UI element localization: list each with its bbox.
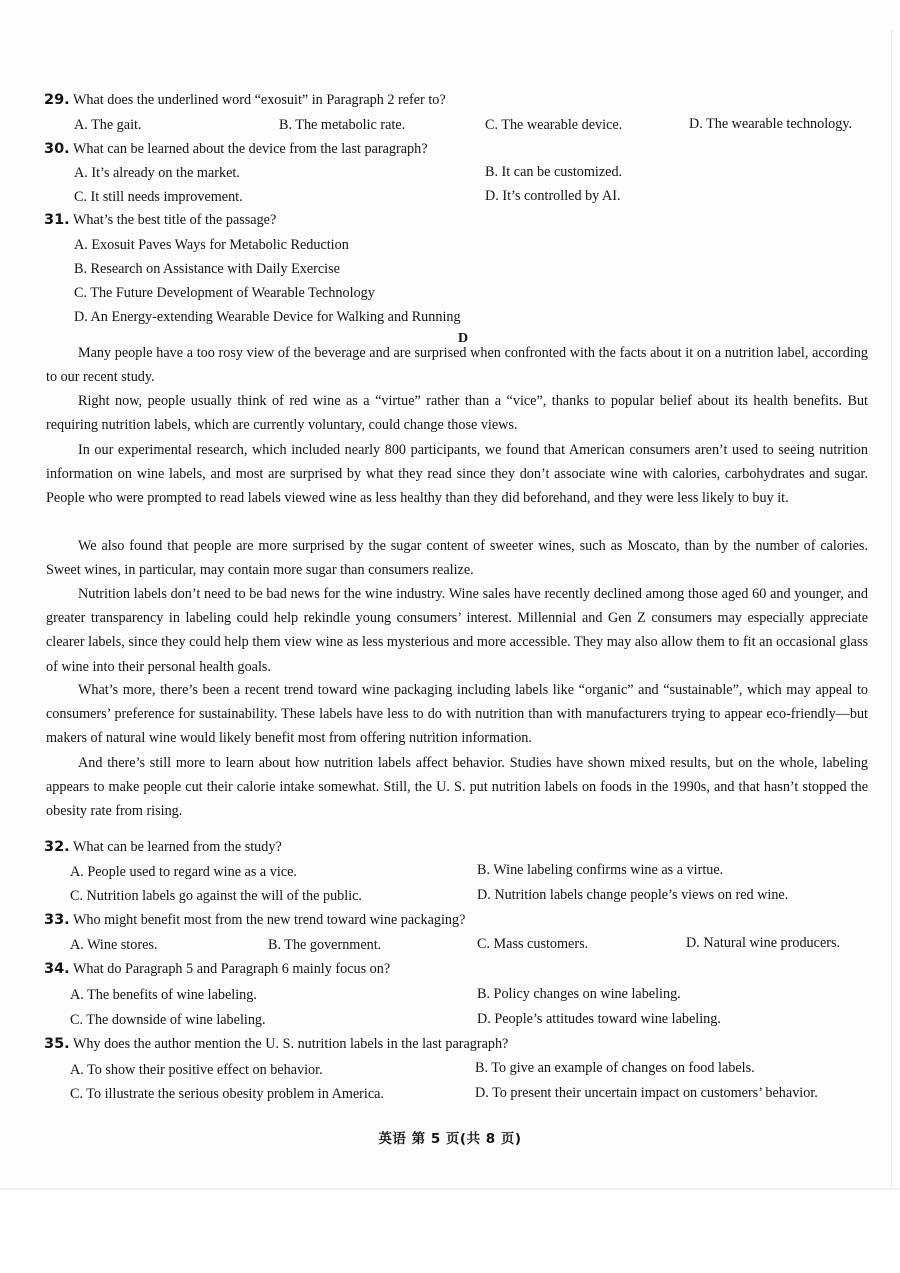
option-32-b: B. Wine labeling confirms wine as a virtue.: [477, 862, 724, 878]
option-29-c: C. The wearable device.: [485, 117, 623, 133]
option-33-a: A. Wine stores.: [70, 937, 158, 953]
option-30-a: A. It’s already on the market.: [74, 165, 240, 181]
option-30-c: C. It still needs improvement.: [74, 189, 243, 205]
question-stem: What does the underlined word “exosuit” in Paragraph 2 refer to?: [72, 92, 446, 108]
question-stem: Why does the author mention the U. S. nutrition labels in the last paragraph?: [72, 1036, 509, 1052]
option-30-b: B. It can be customized.: [485, 164, 623, 180]
option-33-c: C. Mass customers.: [477, 936, 589, 952]
question-31: [44, 210, 276, 230]
page-bottom-edge: [0, 1188, 900, 1190]
option-29-b: B. The metabolic rate.: [279, 117, 406, 133]
question-number: 34.: [44, 961, 70, 977]
option-34-a: A. The benefits of wine labeling.: [70, 987, 257, 1003]
option-35-a: A. To show their positive effect on behavior.: [70, 1062, 323, 1078]
option-34-b: B. Policy changes on wine labeling.: [477, 986, 681, 1002]
passage-paragraph-3: In our experimental research, which included nearly 800 participants, we found that American consumers aren’t used to seeing nutrition information on wine labels, and most are surprised by what they read since they don’t associate wine with calories, carbohydrates and sugar. People who were prompted to read labels viewed wine as less healthy than they did beforehand, and they were less likely to buy it.: [46, 442, 868, 507]
section-heading: D: [458, 331, 469, 346]
question-number: 31.: [44, 212, 70, 228]
question-stem: What do Paragraph 5 and Paragraph 6 mainly focus on?: [72, 961, 391, 977]
option-30-d: D. It’s controlled by AI.: [485, 188, 621, 204]
option-32-d: D. Nutrition labels change people’s views on red wine.: [477, 887, 789, 903]
option-32-c: C. Nutrition labels go against the will of the public.: [70, 888, 362, 904]
passage-paragraph-7: And there’s still more to learn about how nutrition labels affect behavior. Studies have shown mixed results, but on the whole, labeling appears to make people cut their calorie intake somewhat. Still, the U. S. put nutrition labels on foods in the 1990s, and that hasn’t stopped the obesity rate from rising.: [46, 755, 868, 820]
option-31-b: B. Research on Assistance with Daily Exercise: [74, 261, 340, 277]
option-33-d: D. Natural wine producers.: [686, 935, 841, 951]
option-29-d: D. The wearable technology.: [689, 116, 853, 132]
question-stem: What can be learned about the device from the last paragraph?: [72, 141, 428, 157]
page-edge: [891, 30, 892, 1190]
option-31-c: C. The Future Development of Wearable Technology: [74, 285, 375, 301]
question-32: [44, 837, 282, 857]
question-number: 30.: [44, 141, 70, 157]
question-30: [44, 139, 428, 159]
question-34: [44, 959, 390, 979]
option-34-c: C. The downside of wine labeling.: [70, 1012, 266, 1028]
option-34-d: D. People’s attitudes toward wine labeling.: [477, 1011, 721, 1027]
option-35-d: D. To present their uncertain impact on customers’ behavior.: [475, 1085, 818, 1101]
question-number: 32.: [44, 839, 70, 855]
passage-paragraph-2: Right now, people usually think of red wine as a “virtue” rather than a “vice”, thanks to popular belief about its health benefits. But requiring nutrition labels, which are currently voluntary, could change those views.: [46, 393, 868, 434]
question-number: 29.: [44, 92, 70, 108]
question-number: 35.: [44, 1036, 70, 1052]
question-35: [44, 1034, 508, 1054]
passage-paragraph-1: Many people have a too rosy view of the beverage and are surprised when confronted with the facts about it on a nutrition label, according to our recent study.: [46, 345, 868, 386]
passage-paragraph-6: What’s more, there’s been a recent trend toward wine packaging including labels like “organic” and “sustainable”, which may appeal to consumers’ preference for sustainability. These labels have less to do with nutrition than with manufacturers trying to appear eco-friendly—but makers of natural wine would likely benefit most from offering nutrition information.: [46, 682, 868, 747]
option-31-a: A. Exosuit Paves Ways for Metabolic Reduction: [74, 237, 349, 253]
passage-paragraph-5: Nutrition labels don’t need to be bad news for the wine industry. Wine sales have recently declined among those aged 60 and younger, and greater transparency in labeling could help rekindle young consumers’ interest. Millennial and Gen Z consumers may especially appreciate clearer labels, since they could help them view wine as less mysterious and more accessible. They may also allow them to fit an occasional glass of wine into their personal health goals.: [46, 586, 868, 675]
question-stem: What’s the best title of the passage?: [72, 212, 277, 228]
page-footer: 英语 第 5 页(共 8 页): [378, 1131, 522, 1147]
question-stem: Who might benefit most from the new trend toward wine packaging?: [72, 912, 466, 928]
question-33: [44, 910, 465, 930]
option-31-d: D. An Energy-extending Wearable Device for Walking and Running: [74, 309, 461, 325]
option-35-b: B. To give an example of changes on food labels.: [475, 1060, 755, 1076]
question-29: [44, 90, 446, 110]
passage-paragraph-4: We also found that people are more surprised by the sugar content of sweeter wines, such as Moscato, than by the number of calories. Sweet wines, in particular, may contain more sugar than consumers realize.: [46, 538, 868, 579]
option-32-a: A. People used to regard wine as a vice.: [70, 864, 297, 880]
question-stem: What can be learned from the study?: [72, 839, 282, 855]
question-number: 33.: [44, 912, 70, 928]
option-33-b: B. The government.: [268, 937, 382, 953]
option-35-c: C. To illustrate the serious obesity problem in America.: [70, 1086, 384, 1102]
option-29-a: A. The gait.: [74, 117, 142, 133]
